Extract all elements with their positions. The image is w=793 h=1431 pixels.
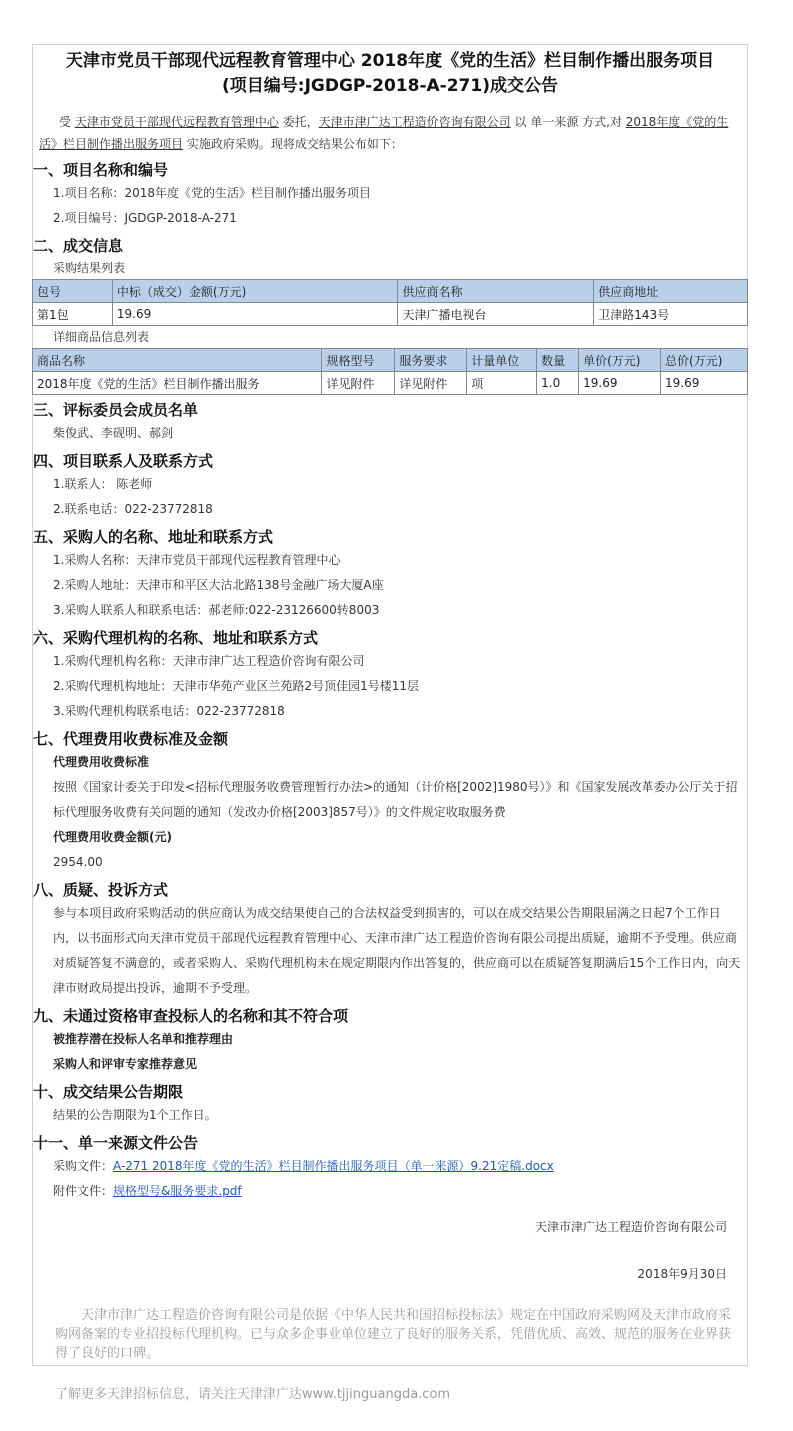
attachment-file-line bbox=[33, 1179, 747, 1204]
table-row bbox=[33, 372, 748, 395]
table-header-cell: 总价(万元) bbox=[661, 349, 748, 372]
table-cell: 19.69 bbox=[579, 372, 661, 395]
announcement-period: 结果的公告期限为1个工作日。 bbox=[53, 1108, 217, 1122]
fee-amount-label: 代理费用收费金额(元) bbox=[53, 830, 172, 844]
agent-name: 天津市津广达工程造价咨询有限公司 bbox=[318, 115, 511, 129]
agent-address-line: 2.采购代理机构地址：天津市华苑产业区兰苑路2号顶佳园1号楼11层 bbox=[53, 679, 419, 693]
table-header-cell: 服务要求 bbox=[395, 349, 467, 372]
procurement-file-line bbox=[33, 1154, 747, 1179]
table-cell: 卫津路143号 bbox=[594, 303, 748, 326]
section-heading-1: 一、项目名称和编号 bbox=[33, 161, 169, 179]
table-header-cell: 供应商名称 bbox=[398, 280, 594, 303]
table-header-cell: 商品名称 bbox=[33, 349, 322, 372]
table-header-cell: 单价(万元) bbox=[579, 349, 661, 372]
table-cell: 详见附件 bbox=[395, 372, 467, 395]
section-heading-6: 六、采购代理机构的名称、地址和联系方式 bbox=[33, 629, 319, 647]
purchaser-name: 天津市党员干部现代远程教育管理中心 bbox=[74, 115, 279, 129]
agent-name-line: 1.采购代理机构名称：天津市津广达工程造价咨询有限公司 bbox=[53, 654, 365, 668]
table-cell: 19.69 bbox=[661, 372, 748, 395]
result-table bbox=[32, 279, 748, 326]
section-heading-3: 三、评标委员会成员名单 bbox=[33, 401, 199, 419]
complaint-text: 参与本项目政府采购活动的供应商认为成交结果使自己的合法权益受到损害的，可以在成交结果公告期限届满之日起7个工作日内，以书面形式向天津市党员干部现代远程教育管理中心、天津市津广达工程造价咨询有限公司提出质疑，逾期不予受理。供应商对质疑答复不满意的，或者采购人、采购代理机构未在规定期限内作出答复的，供应商可以在质疑答复期满后15个工作日内，向天津市财政局提出投诉，逾期不予受理。 bbox=[53, 906, 741, 995]
table-cell: 2018年度《党的生活》栏目制作播出服务 bbox=[33, 372, 322, 395]
signature-org: 天津市津广达工程造价咨询有限公司 bbox=[534, 1220, 727, 1234]
committee-members: 柴俊武、李砚明、郝剑 bbox=[53, 426, 174, 440]
procurement-file-link[interactable]: A-271 2018年度《党的生活》栏目制作播出服务项目（单一来源）9.21定稿.docx bbox=[113, 1159, 554, 1173]
contact-person: 1.联系人： 陈老师 bbox=[53, 477, 153, 491]
section-heading-8: 八、质疑、投诉方式 bbox=[33, 881, 169, 899]
announcement-document bbox=[32, 44, 748, 1402]
table-cell: 1.0 bbox=[537, 372, 579, 395]
fee-amount: 2954.00 bbox=[53, 855, 103, 869]
table-header-cell: 计量单位 bbox=[467, 349, 537, 372]
fee-standard-label: 代理费用收费标准 bbox=[53, 755, 150, 769]
table-cell: 第1包 bbox=[33, 303, 113, 326]
intro-text: 以 单一来源 方式,对 bbox=[510, 115, 626, 129]
table-cell: 详见附件 bbox=[322, 372, 395, 395]
section-heading-5: 五、采购人的名称、地址和联系方式 bbox=[33, 528, 274, 546]
table-header-cell: 供应商地址 bbox=[594, 280, 748, 303]
table-cell: 天津广播电视台 bbox=[398, 303, 594, 326]
table-header-cell: 规格型号 bbox=[322, 349, 395, 372]
table-header-cell: 中标（成交）金额(万元) bbox=[112, 280, 398, 303]
result-table-caption: 采购结果列表 bbox=[53, 261, 126, 275]
attach-label: 附件文件： bbox=[53, 1184, 114, 1198]
title-line-1: 天津市党员干部现代远程教育管理中心 2018年度《党的生活》栏目制作播出服务项目 bbox=[65, 51, 715, 71]
section-heading-11: 十一、单一来源文件公告 bbox=[33, 1134, 199, 1152]
table-header-row bbox=[33, 349, 748, 372]
title-line-2: (项目编号:JGDGP-2018-A-271)成交公告 bbox=[222, 76, 558, 96]
section-heading-9: 九、未通过资格审查投标人的名称和其不符合项 bbox=[33, 1007, 349, 1025]
fee-standard-text: 按照《国家计委关于印发<招标代理服务收费管理暂行办法>的通知（计价格[2002]1980号）》和《国家发展改革委办公厅关于招标代理服务收费有关问题的通知（发改办价格[2003]857号）》的文件规定收取服务费 bbox=[53, 780, 738, 819]
file-label: 采购文件： bbox=[53, 1159, 114, 1173]
purchaser-contact-line: 3.采购人联系人和联系电话：郝老师:022-23126600转8003 bbox=[53, 603, 380, 617]
table-header-row bbox=[33, 280, 748, 303]
intro-text: 委托， bbox=[278, 115, 319, 129]
page-title bbox=[39, 49, 741, 99]
table-row bbox=[33, 303, 748, 326]
agent-phone-line: 3.采购代理机构联系电话：022-23772818 bbox=[53, 704, 285, 718]
project-name: 2018年度《党的生活》栏目制作播出服务项目 bbox=[39, 115, 729, 151]
intro-text: 受 bbox=[59, 115, 75, 129]
more-info-line: 了解更多天津招标信息，请关注天津津广达www.tjjinguangda.com bbox=[55, 1387, 451, 1402]
project-code-line: 2.项目编号：JGDGP-2018-A-271 bbox=[53, 211, 237, 225]
detail-table-caption: 详细商品信息列表 bbox=[53, 330, 150, 344]
table-cell: 项 bbox=[467, 372, 537, 395]
table-header-cell: 包号 bbox=[33, 280, 113, 303]
recommended-bidders-label: 被推荐潜在投标人名单和推荐理由 bbox=[53, 1032, 234, 1046]
purchaser-name-line: 1.采购人名称：天津市党员干部现代远程教育管理中心 bbox=[53, 553, 341, 567]
purchaser-address-line: 2.采购人地址：天津市和平区大沽北路138号金融广场大厦A座 bbox=[53, 578, 384, 592]
signature-date: 2018年9月30日 bbox=[637, 1267, 727, 1281]
company-about: 天津市津广达工程造价咨询有限公司是依据《中华人民共和国招标投标法》规定在中国政府采购网及天津市政府采购网备案的专业招投标代理机构。已与众多企事业单位建立了良好的服务关系，凭借优质、高效、规范的服务在业界获得了良好的口碑。 bbox=[55, 1308, 732, 1361]
section-heading-10: 十、成交结果公告期限 bbox=[33, 1083, 184, 1101]
section-heading-7: 七、代理费用收费标准及金额 bbox=[33, 730, 229, 748]
contact-phone: 2.联系电话：022-23772818 bbox=[53, 502, 213, 516]
attachment-file-link[interactable]: 规格型号&服务要求.pdf bbox=[113, 1184, 242, 1198]
section-heading-4: 四、项目联系人及联系方式 bbox=[33, 452, 214, 470]
project-name-line: 1.项目名称：2018年度《党的生活》栏目制作播出服务项目 bbox=[53, 186, 371, 200]
section-heading-2: 二、成交信息 bbox=[33, 237, 124, 255]
intro-text: 实施政府采购。现将成交结果公布如下： bbox=[183, 137, 403, 151]
table-header-cell: 数量 bbox=[537, 349, 579, 372]
detail-table bbox=[32, 348, 748, 395]
intro-paragraph bbox=[39, 111, 741, 155]
expert-opinion-label: 采购人和评审专家推荐意见 bbox=[53, 1057, 198, 1071]
table-cell: 19.69 bbox=[112, 303, 398, 326]
